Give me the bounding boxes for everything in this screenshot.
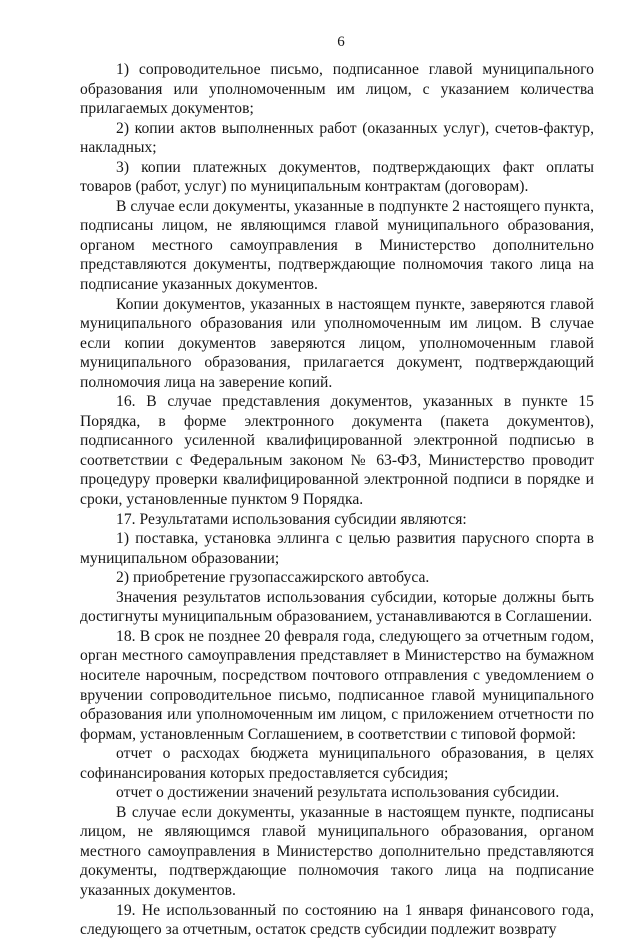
paragraph-cover-letter: 1) сопроводительное письмо, подписанное главой муниципального образования или уполномоченным им лицом, с указанием количества прилагаемых документов; bbox=[80, 61, 594, 118]
paragraph-clause-16: 16. В случае представления документов, указанных в пункте 15 Порядка, в форме электронного документа (пакета документов), подписанного усиленной квалифицированной электронной подписью в соответствии с Федеральным законом № 63-ФЗ, Министерство проводит процедуру проверки квалифицированной электронной подписи в порядке и сроки, установленные пунктом 9 Порядка. bbox=[80, 393, 594, 509]
paragraph-clause-17: 17. Результатами использования субсидии являются: bbox=[116, 510, 467, 528]
paragraph-acts-copies: 2) копии актов выполненных работ (оказанных услуг), счетов-фактур, накладных; bbox=[80, 119, 594, 157]
paragraph-payment-copies: 3) копии платежных документов, подтверждающих факт оплаты товаров (работ, услуг) по муниципальным контрактам (договорам). bbox=[80, 158, 594, 196]
paragraph-result-values: Значения результатов использования субсидии, которые должны быть достигнуты муниципальным образованием, устанавливаются в Соглашении. bbox=[80, 588, 594, 626]
paragraph-result-bus: 2) приобретение грузопассажирского автобуса. bbox=[116, 569, 430, 587]
paragraph-expense-report: отчет о расходах бюджета муниципального образования, в целях софинансирования которых предоставляется субсидия; bbox=[80, 745, 594, 782]
paragraph-result-boathouse: 1) поставка, установка эллинга с целью развития парусного спорта в муниципальном образовании; bbox=[80, 530, 594, 567]
paragraph-results-report: отчет о достижении значений результата использования субсидии. bbox=[116, 784, 560, 802]
paragraph-clause-19: 19. Не использованный по состоянию на 1 января финансового года, следующего за отчетным, остаток средств субсидии подлежит возврату bbox=[80, 901, 594, 939]
paragraph-report-signatory: В случае если документы, указанные в настоящем пункте, подписаны лицом, не являющимся главой муниципального образования, органом местного самоуправления в Министерство дополнительно представляются документы, подтверждающие полномочия такого лица на подписание указанных документов. bbox=[80, 803, 594, 899]
paragraph-signatory-authority: В случае если документы, указанные в подпункте 2 настоящего пункта, подписаны лицом, не являющимся главой муниципального образования, органом местного самоуправления в Министерство дополнительно представляются документы, подтверждающие полномочия такого лица на подписание указанных документов. bbox=[80, 197, 594, 294]
page-number: 6 bbox=[337, 34, 345, 50]
paragraph-clause-18: 18. В срок не позднее 20 февраля года, следующего за отчетным годом, орган местного самоуправления представляет в Министерство на бумажном носителе нарочным, посредством почтового отправления с уведомлением о вручении сопроводительное письмо, подписанное главой муниципального образования или уполномоченным им лицом, с приложением отчетности по формам, установленным Соглашением, в соответствии с типовой формой: bbox=[80, 627, 594, 743]
paragraph-copy-certification: Копии документов, указанных в настоящем пункте, заверяются главой муниципального образования или уполномоченным им лицом. В случае если копии документов заверяются лицом, уполномоченным главой муниципального образования, прилагается документ, подтверждающий полномочия лица на заверение копий. bbox=[80, 295, 594, 391]
